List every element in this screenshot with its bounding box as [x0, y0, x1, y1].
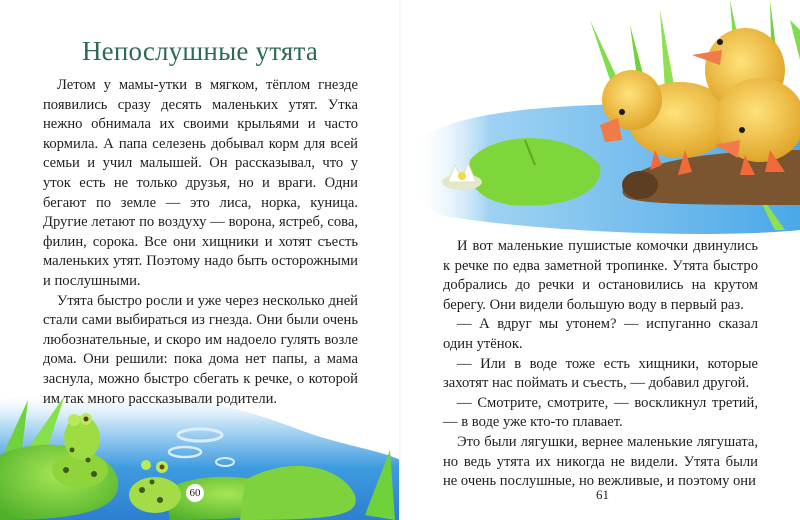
paragraph: Летом у мамы-утки в мягком, тёплом гнезде появились сразу десять маленьких утят. Утка нежно обнимала их своими крыльями и часто кормила. А папа селезень добывал корм для всей семьи и учил малышей. Он рассказывал, что у уток есть не только друзья, но и враги. Одни бегают по земле — это лиса, норка, куница. Другие летают по воздуху — ворона, ястреб, сова, филин, сорока. Все они хищники и хотят съесть маленьких утят. Поэтому надо быть осторожными и послушными. — [43, 77, 358, 289]
ducklings-illustration — [400, 0, 800, 240]
left-page-text — [43, 76, 358, 409]
story-title: Непослушные утята — [81, 36, 319, 66]
right-page-text — [443, 237, 758, 492]
page-number-left: 60 — [186, 484, 204, 502]
page-number-right: 61 — [596, 487, 609, 502]
paragraph: Это были лягушки, вернее маленькие лягушата, но ведь утята их никогда не видели. Утята были не очень послушные, но вежливые, и поэтому они — [443, 433, 758, 490]
paragraph: — А вдруг мы утонем? — испуганно сказал один утёнок. — [443, 316, 758, 352]
paragraph: И вот маленькие пушистые комочки двинулись к речке по едва заметной тропинке. Утята быстро добрались до речки и остановились на крутом берегу. Они видели большую воду в первый раз. — [443, 238, 758, 313]
right-page — [400, 0, 800, 520]
paragraph: — Смотрите, смотрите, — воскликнул третий, — в воде уже кто-то плавает. — [443, 394, 758, 431]
paragraph: — Или в воде тоже есть хищники, которые захотят нас поймать и съесть, — добавил другой. — [443, 355, 758, 392]
paragraph: Утята быстро росли и уже через несколько дней стали сами выбираться из гнезда. Они были очень любознательные, и скоро им надоело гулять возле дома. Они решили: пока дома нет папы, а мама заснула, можно быстро сбегать к речке, о которой им так много рассказывали родители. — [43, 292, 358, 407]
book-spine — [399, 0, 401, 520]
